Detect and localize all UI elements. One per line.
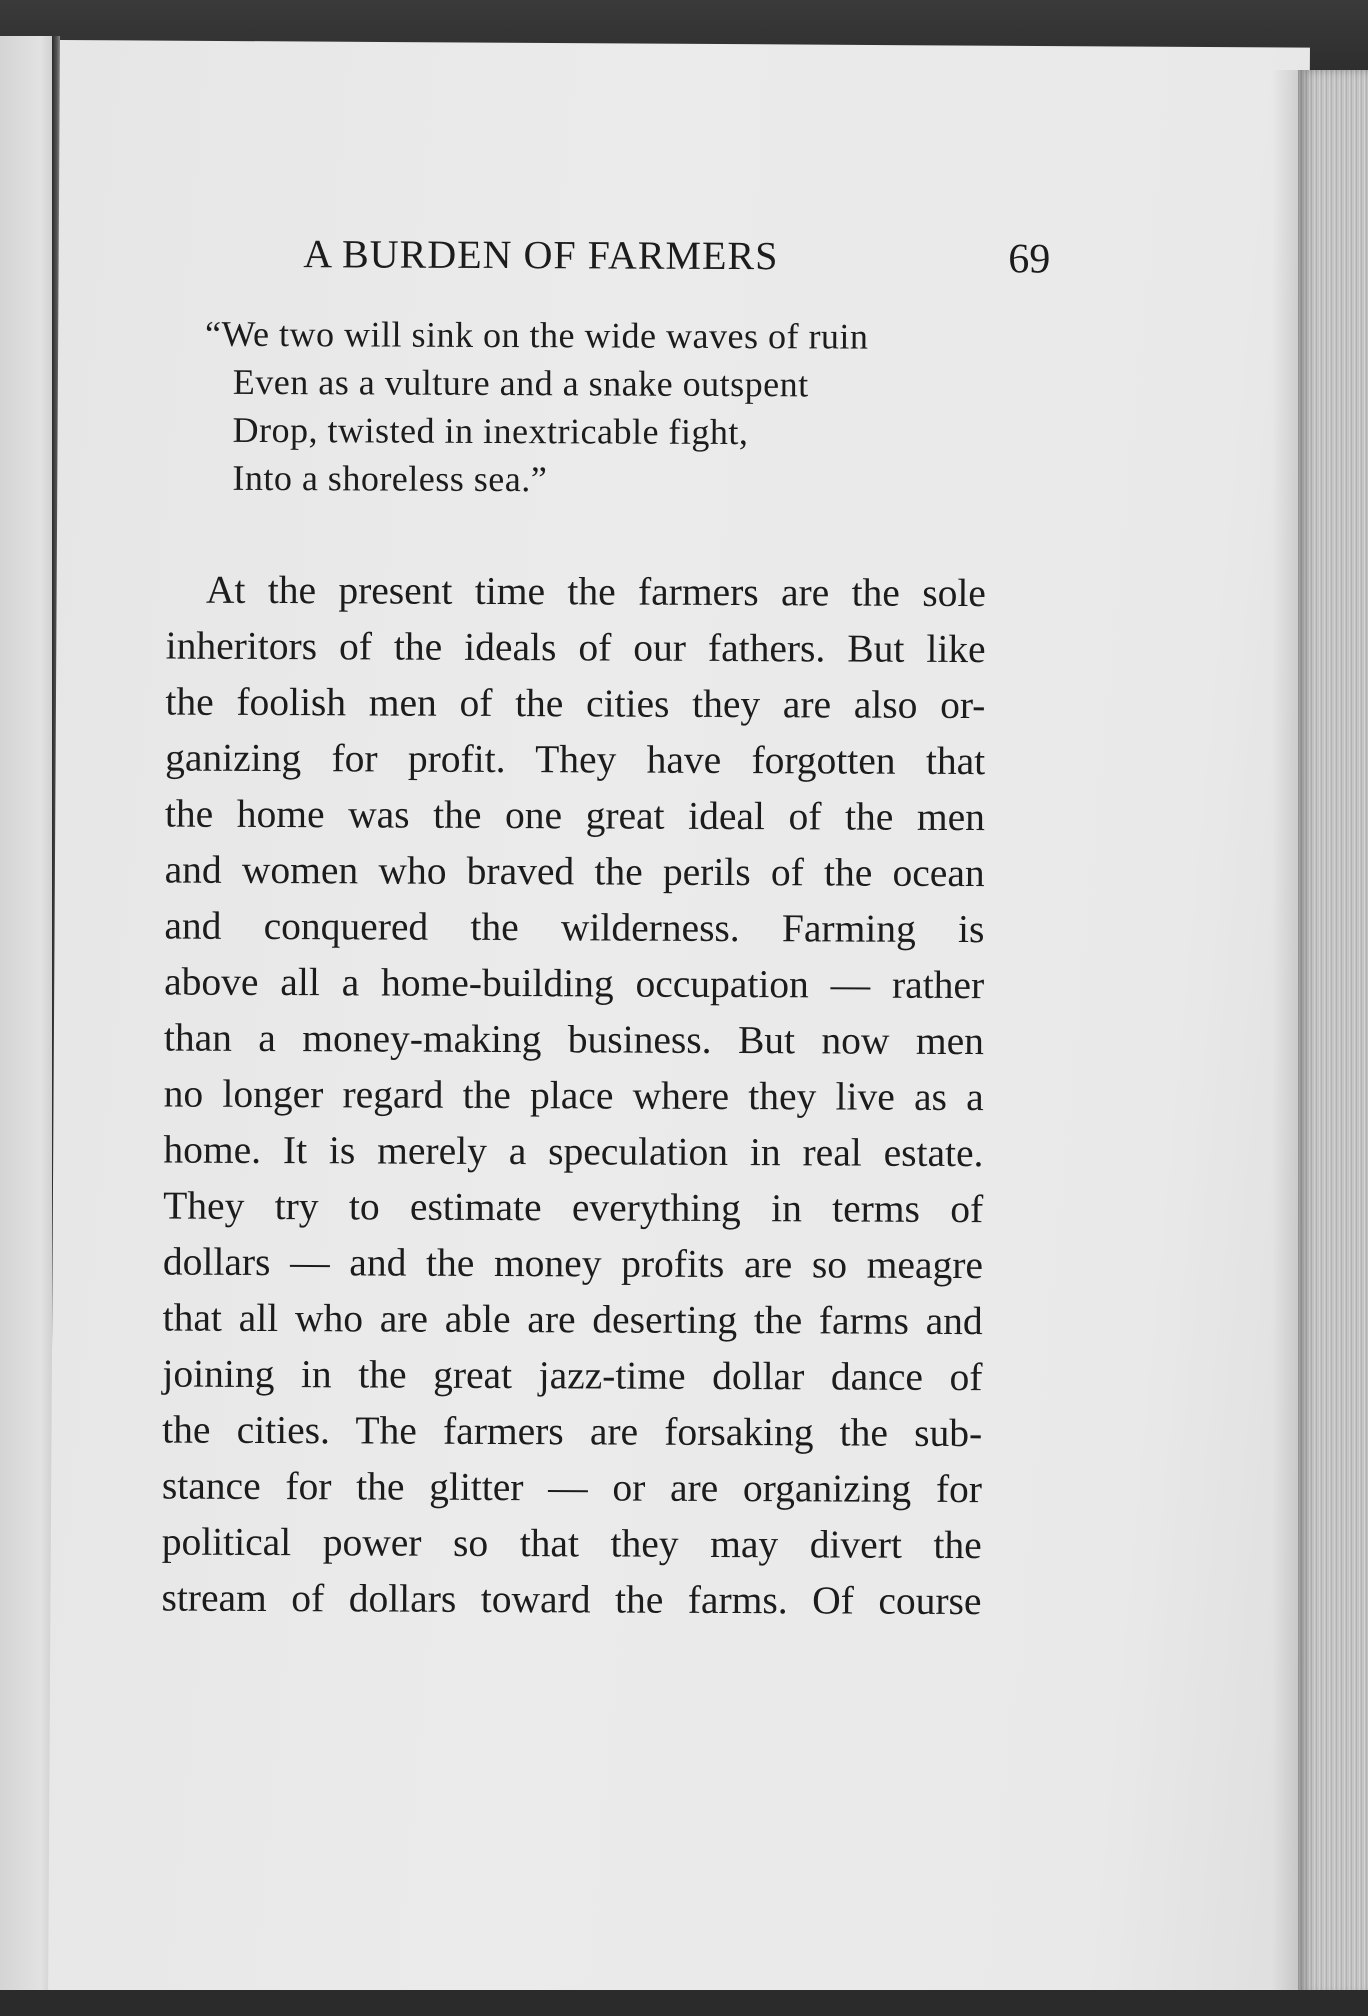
body-paragraph — [161, 562, 986, 1630]
poem-line: “We two will sink on the wide waves of ruin — [204, 313, 869, 357]
page-text — [50, 41, 1308, 1996]
paragraph-line: ganizing for profit. They have forgotten that — [165, 735, 986, 784]
stacked-page-edges — [1298, 70, 1368, 1996]
paragraph-line: no longer regard the place where they live as a — [163, 1071, 984, 1120]
paragraph-line: inheritors of the ideals of our fathers. But like — [165, 623, 986, 672]
paragraph-line: They try to estimate everything in terms of — [163, 1183, 984, 1232]
paragraph-line: that all who are able are deserting the farms and — [162, 1295, 983, 1344]
paragraph-line: and conquered the wilderness. Farming is — [164, 903, 985, 952]
poem-line: Even as a vulture and a snake outspent — [232, 361, 809, 405]
running-head: A BURDEN OF FARMERS — [303, 231, 779, 279]
paragraph-line: the home was the one great ideal of the men — [164, 791, 986, 840]
paragraph-line: home. It is merely a speculation in real estate. — [163, 1127, 984, 1176]
paragraph-line: stream of dollars toward the farms. Of course — [161, 1575, 982, 1624]
paragraph-line: dollars — and the money profits are so meagre — [162, 1239, 984, 1288]
paragraph-line: and women who braved the perils of the ocean — [164, 847, 985, 896]
poem-line: Drop, twisted in inextricable fight, — [232, 409, 749, 453]
page-header — [303, 230, 1073, 293]
paragraph-line: above all a home-building occupation — rather — [164, 959, 985, 1008]
background-bottom — [0, 1990, 1368, 2016]
paragraph-line: political power so that they may divert the — [161, 1519, 982, 1568]
poem-line: Into a shoreless sea.” — [232, 457, 548, 500]
paragraph-line: the foolish men of the cities they are also or- — [165, 679, 986, 728]
paragraph-line: the cities. The farmers are forsaking the sub- — [162, 1407, 983, 1456]
paragraph-line: stance for the glitter — or are organizing for — [161, 1463, 983, 1512]
paragraph-line: At the present time the farmers are the sole — [205, 567, 986, 616]
paragraph-line: than a money-making business. But now men — [163, 1015, 985, 1064]
poem-quote — [204, 310, 925, 505]
paragraph-line: joining in the great jazz-time dollar dance of — [162, 1351, 983, 1400]
page-number: 69 — [1008, 236, 1051, 283]
book-page — [48, 40, 1310, 1998]
